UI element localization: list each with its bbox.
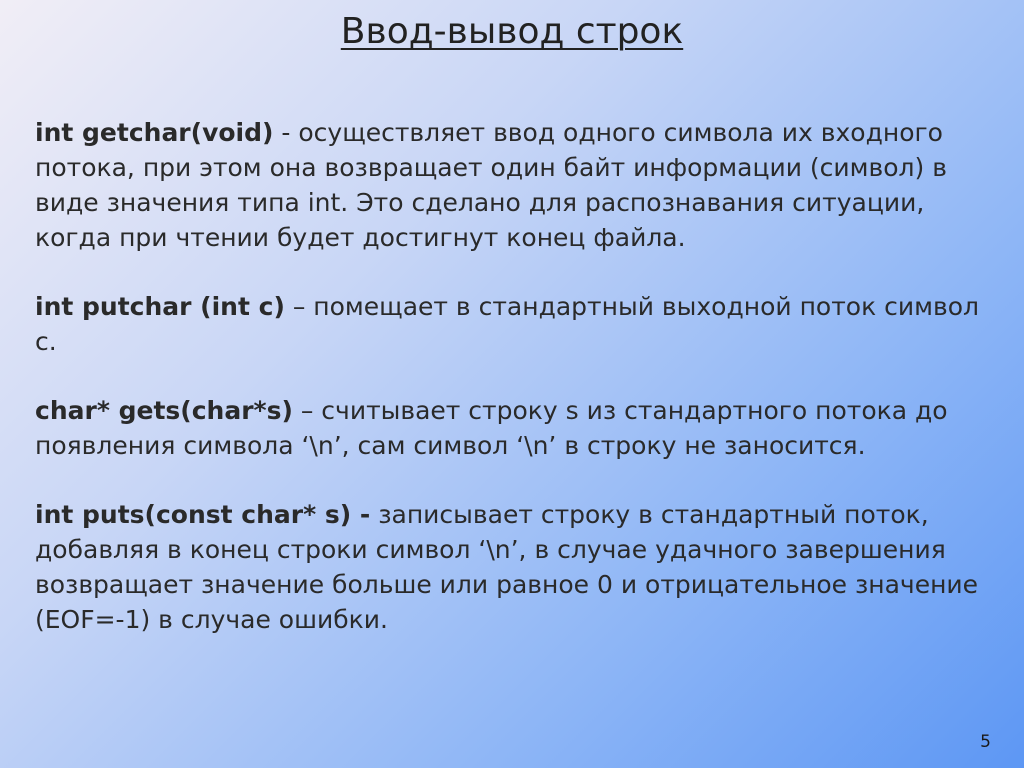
slide-content [35,115,995,671]
paragraph-gets [35,393,995,463]
paragraph-putchar [35,289,995,359]
function-signature: int putchar (int c) [35,292,285,321]
function-description: – помещает в стандартный выходной поток символ с. [35,292,979,356]
paragraph-puts [35,497,995,637]
function-signature: int getchar(void) [35,118,274,147]
function-description: - осуществляет ввод одного символа их входного потока, при этом она возвращает один байт информации (символ) в виде значения типа int. Это сделано для распознавания ситуации, когда при чтении будет достигнут конец файла. [35,118,947,252]
function-signature: char* gets(char*s) [35,396,293,425]
function-description: – считывает строку s из стандартного потока до появления символа ‘\n’, сам символ ‘\n’ в строку не заносится. [35,396,948,460]
slide-title: Ввод-вывод строк [340,11,684,52]
paragraph-getchar [35,115,995,255]
page-number: 5 [980,732,991,752]
function-description: записывает строку в стандартный поток, добавляя в конец строки символ ‘\n’, в случае удачного завершения возвращает значение больше или равное 0 и отрицательное значение (EOF=-1) в случае ошибки. [35,500,979,634]
function-signature: int puts(const char* s) - [35,500,371,529]
